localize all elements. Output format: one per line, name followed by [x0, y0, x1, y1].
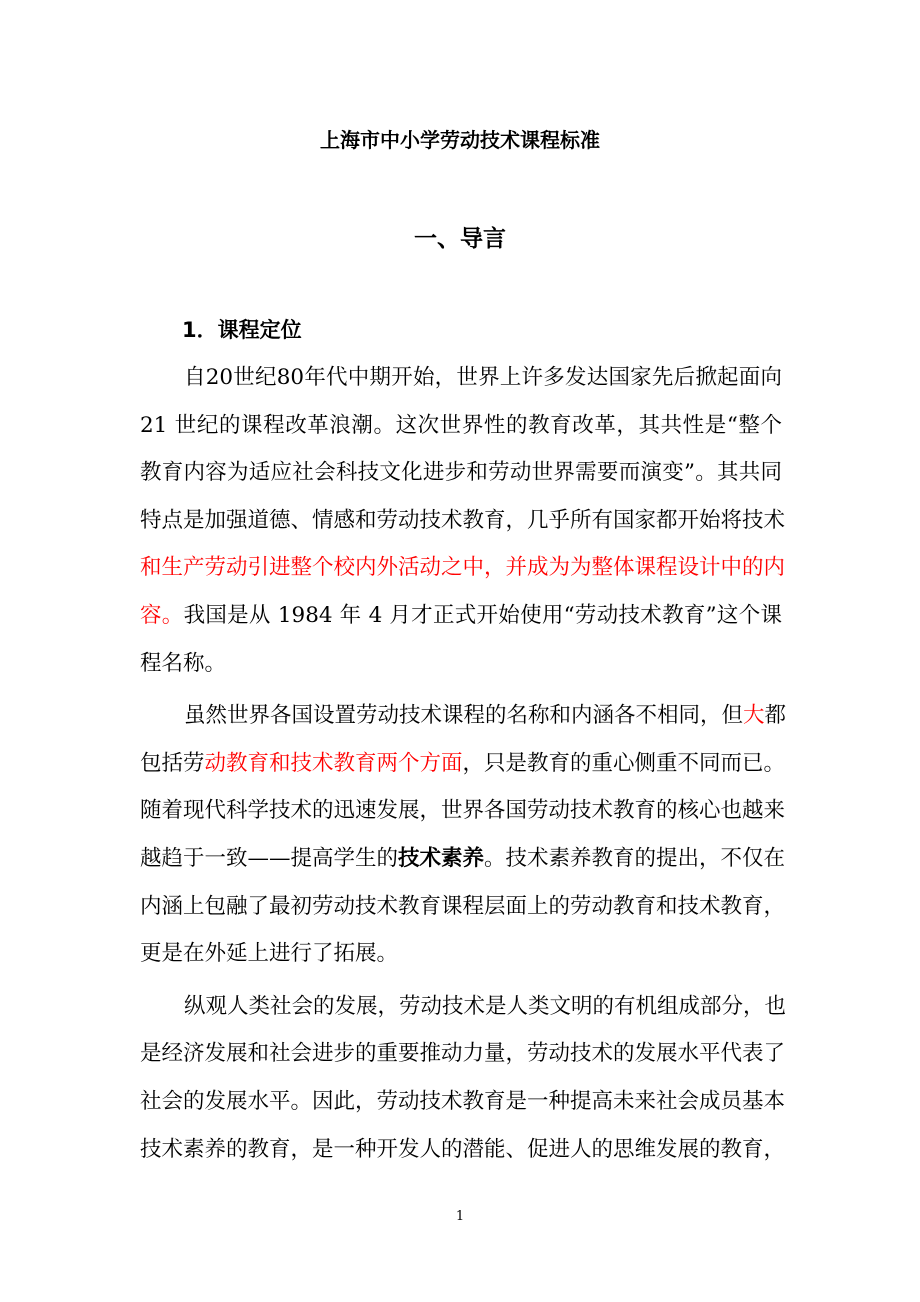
text-line — [140, 989, 787, 1037]
text-segment: 更是在外延上进行了拓展。 — [140, 941, 399, 967]
document-title: 上海市中小学劳动技术课程标准 — [320, 128, 600, 152]
text-line — [140, 746, 786, 794]
text-segment: 程名称。 — [140, 650, 227, 676]
subsection-heading: 1．课程定位 — [182, 318, 302, 342]
text-line — [140, 408, 782, 456]
text-segment: 技术素养的教育，是一种开发人的潜能、促进人的思维发展的教育， — [140, 1136, 786, 1162]
text-segment: 特点是加强道德、情感和劳动技术教育，几乎所有国家都开始将技术 — [140, 507, 786, 533]
text-segment: 教育内容为适应社会科技文化进步和劳动世界需要而演变”。其共同 — [140, 460, 782, 486]
text-line — [140, 1132, 786, 1180]
text-segment: 虽然世界各国设置劳动技术课程的名称和内涵各不相同，但 — [184, 703, 744, 729]
text-line — [140, 889, 786, 937]
text-line — [140, 1036, 786, 1084]
body-text — [140, 360, 787, 1179]
text-line — [140, 841, 786, 889]
text-segment: 我国是从 1984 年 4 月才正式开始使用“劳动技术教育”这个课 — [183, 602, 782, 628]
text-segment: 内涵上包融了最初劳动技术教育课程层面上的劳动教育和技术教育， — [140, 893, 786, 919]
text-segment: ，只是教育的重心侧重不同而已。 — [462, 750, 786, 776]
text-line — [140, 936, 782, 984]
text-line — [140, 503, 786, 551]
text-segment: 纵观人类社会的发展，劳动技术是人类文明的有机组成部分，也 — [184, 993, 787, 1019]
text-segment: 是经济发展和社会进步的重要推动力量，劳动技术的发展水平代表了 — [140, 1041, 786, 1067]
text-line — [140, 550, 786, 598]
text-segment: 自20世纪80年代中期开始，世界上许多发达国家先后掀起面向 — [184, 365, 782, 390]
highlighted-text: 动教育和技术教育两个方面 — [204, 750, 463, 776]
highlighted-text: 容。 — [140, 602, 184, 628]
highlighted-text: 大 — [743, 703, 765, 729]
page-number: 1 — [455, 1209, 465, 1224]
text-line — [140, 598, 782, 646]
text-line — [140, 1084, 786, 1132]
text-line — [140, 455, 782, 503]
text-segment: 随着现代科学技术的迅速发展，世界各国劳动技术教育的核心也越来 — [140, 798, 786, 824]
text-line — [140, 646, 782, 694]
highlighted-text: 和生产劳动引进整个校内外活动之中，并成为为整体课程设计中的内 — [140, 555, 786, 581]
text-line — [140, 793, 786, 841]
text-segment: 。技术素养教育的提出，不仅在 — [484, 845, 786, 871]
text-segment: 都 — [764, 703, 787, 729]
text-segment: 社会的发展水平。因此，劳动技术教育是一种提高未来社会成员基本 — [140, 1088, 786, 1114]
text-line — [140, 360, 782, 408]
text-segment: 越趋于一致——提高学生的 — [140, 845, 399, 871]
text-segment: 21 世纪的课程改革浪潮。这次世界性的教育改革，其共性是“整个 — [140, 412, 782, 438]
text-line — [140, 698, 787, 746]
text-segment: 包括劳 — [140, 750, 205, 776]
bold-text: 技术素养 — [398, 845, 485, 871]
section-heading: 一、导言 — [414, 226, 506, 252]
